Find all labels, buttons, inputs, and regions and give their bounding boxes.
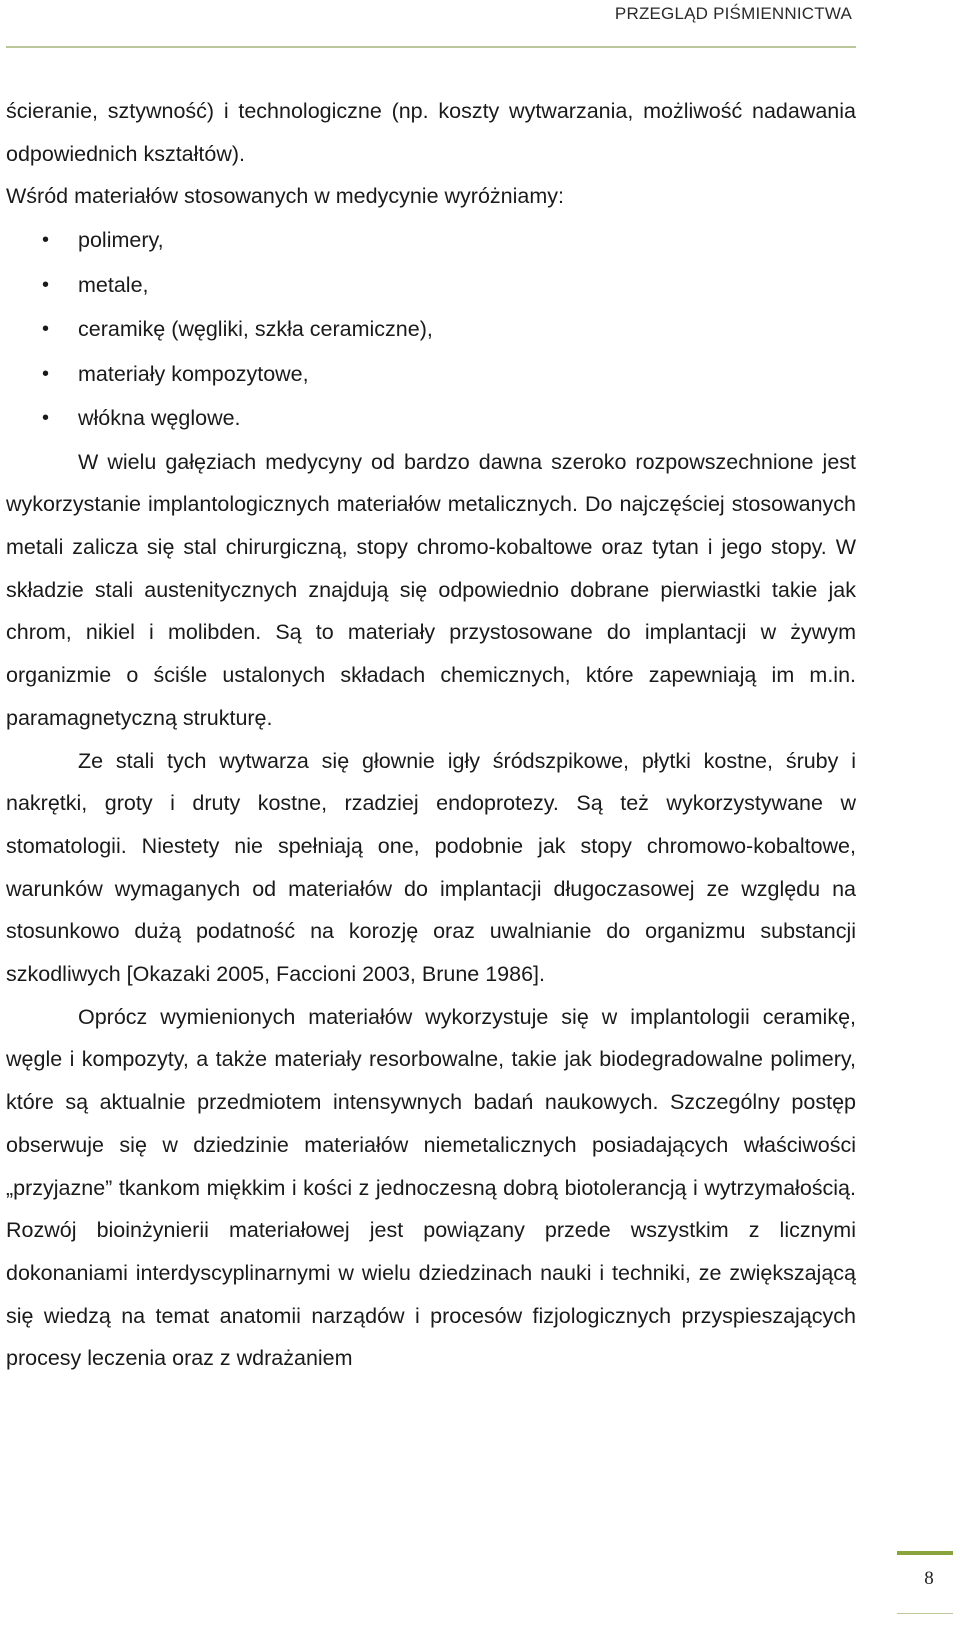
- header-divider: [6, 46, 856, 48]
- list-item-text: polimery,: [78, 228, 164, 253]
- page-number-bottom-rule: [897, 1613, 953, 1614]
- body-paragraph-continuation: ścieranie, sztywność) i technologiczne (np. koszty wytwarzania, możliwość nadawania odpowiednich kształtów).: [6, 99, 856, 166]
- header-title: PRZEGLĄD PIŚMIENNICTWA: [614, 4, 852, 23]
- list-item: [6, 307, 856, 352]
- list-item-text: metale,: [78, 272, 149, 297]
- bullet-icon: •: [42, 229, 50, 252]
- list-intro: Wśród materiałów stosowanych w medycynie wyróżniamy:: [6, 184, 564, 209]
- list-item: [6, 352, 856, 397]
- bullet-icon: •: [42, 407, 50, 430]
- bullet-icon: •: [42, 362, 50, 385]
- list-item: [6, 218, 856, 263]
- body-paragraph: Ze stali tych wytwarza się głownie igły śródszpikowe, płytki kostne, śruby i nakrętki, groty i druty kostne, rzadziej endoprotezy. Są też wykorzystywane w stomatologii. Niestety nie spełniają one, podobnie jak stopy chromowo-kobaltowe, warunków wymaganych od materiałów do implantacji długoczasowej ze względu na stosunkowo dużą podatność na korozję oraz uwalnianie do organizmu substancji szkodliwych [Okazaki 2005, Faccioni 2003, Brune 1986].: [6, 748, 856, 987]
- bullet-icon: •: [42, 273, 50, 296]
- body-paragraph: W wielu gałęziach medycyny od bardzo dawna szeroko rozpowszechnione jest wykorzystanie implantologicznych materiałów metalicznych. Do najczęściej stosowanych metali zalicza się stal chirurgiczną, stopy chromo-kobaltowe oraz tytan i jego stopy. W składzie stali austenitycznych znajdują się odpowiednio dobrane pierwiastki takie jak chrom, nikiel i molibden. Są to materiały przystosowane do implantacji w żywym organizmie o ściśle ustalonych składach chemicznych, które zapewniają im m.in. paramagnetyczną strukturę.: [6, 449, 856, 730]
- list-item-text: materiały kompozytowe,: [78, 361, 309, 386]
- list-item-text: włókna węglowe.: [78, 406, 241, 431]
- page-body: [6, 90, 856, 1380]
- body-paragraph: Oprócz wymienionych materiałów wykorzystuje się w implantologii ceramikę, węgle i kompozyty, a także materiały resorbowalne, takie jak biodegradowalne polimery, które są aktualnie przedmiotem intensywnych badań naukowych. Szczególny postęp obserwuje się w dziedzinie materiałów niemetalicznych posiadających właściwości „przyjazne” tkankom miękkim i kości z jednoczesną dobrą biotolerancją i wytrzymałością. Rozwój bioinżynierii materiałowej jest powiązany przede wszystkim z licznymi dokonaniami interdyscyplinarnymi w wielu dziedzinach nauki i techniki, ze zwiększającą się wiedzą na temat anatomii narządów i procesów fizjologicznych przyspieszających procesy leczenia oraz z wdrażaniem: [6, 1004, 856, 1371]
- list-item-text: ceramikę (węgliki, szkła ceramiczne),: [78, 317, 433, 342]
- list-item: [6, 263, 856, 308]
- bullet-icon: •: [42, 318, 50, 341]
- list-item: [6, 396, 856, 441]
- page-number: 8: [924, 1568, 934, 1589]
- page-number-top-rule: [897, 1551, 953, 1555]
- materials-list: [6, 218, 856, 441]
